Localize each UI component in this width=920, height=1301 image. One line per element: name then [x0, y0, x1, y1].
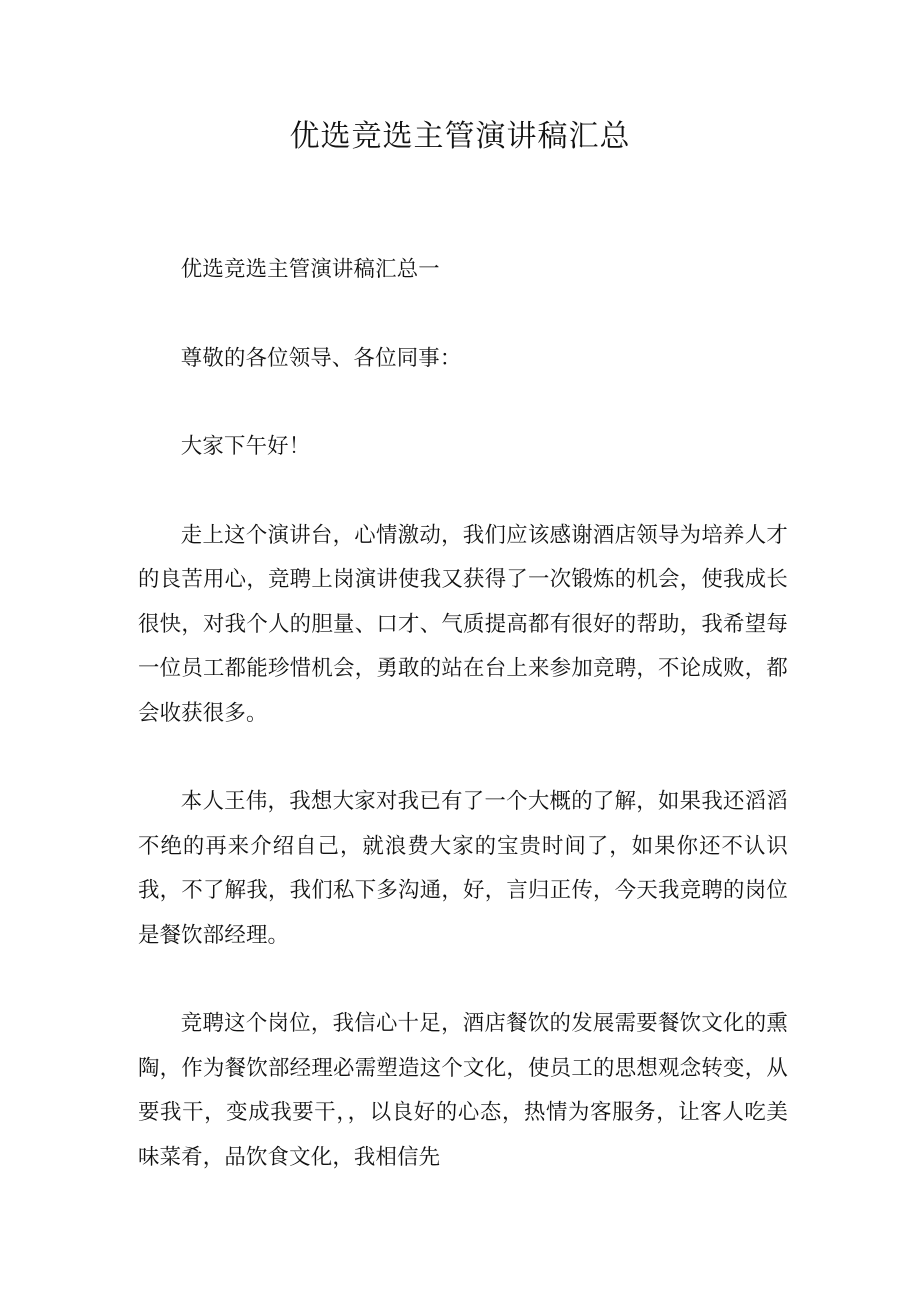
- document-title: 优选竞选主管演讲稿汇总: [289, 119, 631, 154]
- body-paragraph: 本人王伟，我想大家对我已有了一个大概的了解，如果我还滔滔不绝的再来介绍自己，就浪费大家的宝贵时间了，如果你还不认识我，不了解我，我们私下多沟通，好，言归正传，今天我竞聘的岗位是餐饮部经理。: [138, 789, 788, 948]
- section-heading: 优选竞选主管演讲稿汇总一: [180, 257, 440, 282]
- document-body: [138, 248, 788, 1224]
- salutation: 尊敬的各位领导、各位同事：: [180, 345, 462, 371]
- body-paragraph: 竞聘这个岗位，我信心十足，酒店餐饮的发展需要餐饮文化的熏陶，作为餐饮部经理必需塑造这个文化，使员工的思想观念转变，从要我干，变成我要干，，以良好的心态，热情为客服务，让客人吃美味菜肴，品饮食文化，我相信先: [138, 1011, 788, 1170]
- body-paragraph: 走上这个演讲台，心情激动，我们应该感谢酒店领导为培养人才的良苦用心，竞聘上岗演讲使我又获得了一次锻炼的机会，使我成长很快，对我个人的胆量、口才、气质提高都有很好的帮助，我希望每一位员工都能珍惜机会，勇敢的站在台上来参加竞聘，不论成败，都会收获很多。: [138, 522, 788, 726]
- greeting: 大家下午好！: [180, 434, 311, 459]
